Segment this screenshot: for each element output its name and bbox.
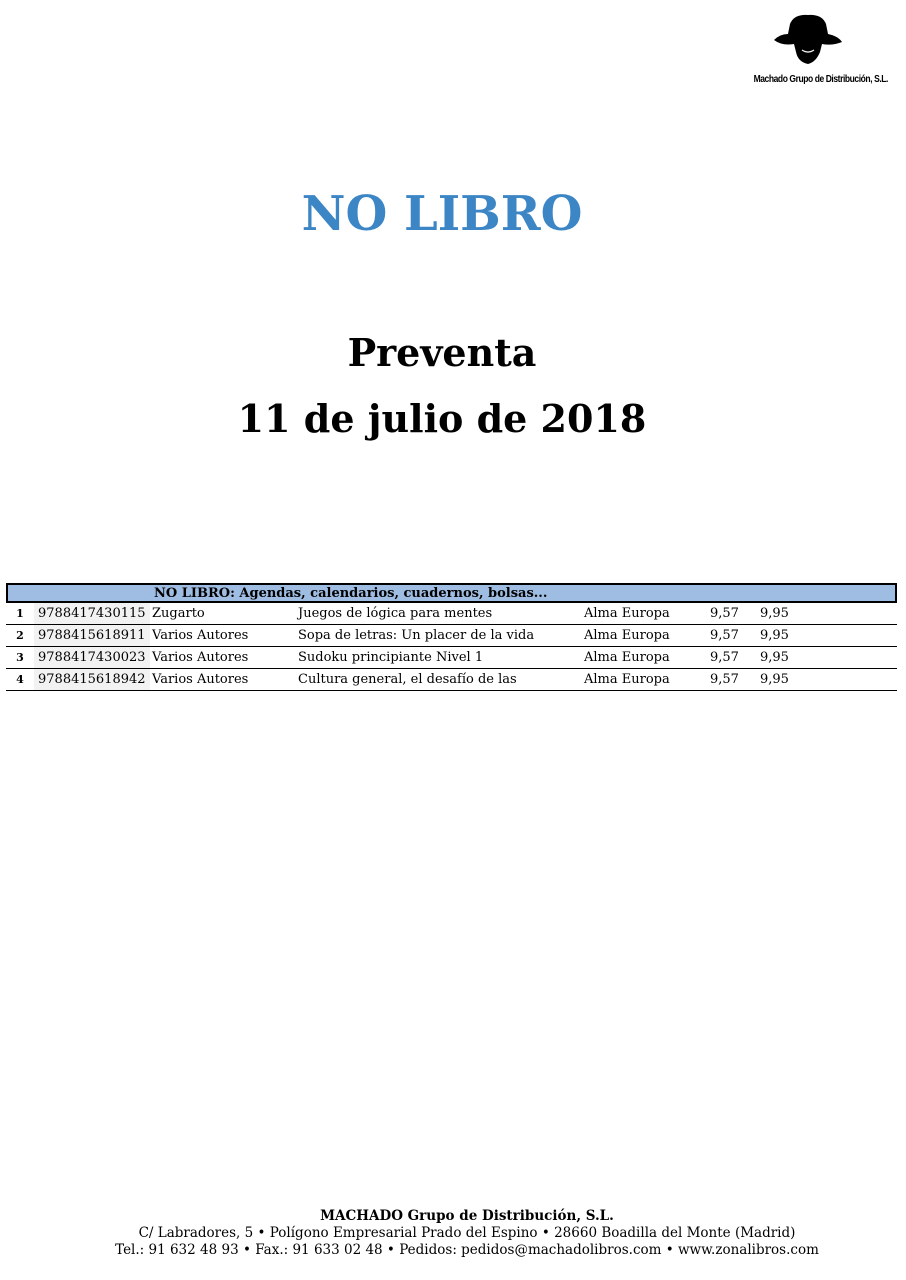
row-isbn: 9788415618911 [34, 625, 150, 646]
table-row [6, 625, 897, 647]
row-price-net: 9,57 [710, 650, 739, 665]
footer-company: MACHADO Grupo de Distribución, S.L. [320, 1208, 614, 1224]
row-isbn: 9788415618942 [34, 669, 150, 690]
row-number: 4 [16, 673, 24, 686]
row-isbn: 9788417430023 [34, 647, 150, 668]
row-number: 1 [16, 607, 24, 620]
row-title: Cultura general, el desafío de las [298, 672, 517, 687]
product-table [6, 583, 897, 691]
row-price-pvp: 9,95 [760, 672, 789, 687]
row-author: Varios Autores [152, 650, 249, 665]
table-row [6, 669, 897, 691]
row-publisher: Alma Europa [584, 650, 670, 665]
row-publisher: Alma Europa [584, 606, 670, 621]
company-logo [744, 12, 888, 92]
row-price-net: 9,57 [710, 672, 739, 687]
row-author: Varios Autores [152, 628, 249, 643]
table-row [6, 603, 897, 625]
row-price-pvp: 9,95 [760, 606, 789, 621]
row-title: Sudoku principiante Nivel 1 [298, 650, 484, 665]
row-price-pvp: 9,95 [760, 628, 789, 643]
table-header [6, 583, 897, 603]
table-row [6, 647, 897, 669]
document-subtitle: Preventa [347, 330, 537, 375]
row-number: 3 [16, 651, 24, 664]
document-date: 11 de julio de 2018 [237, 396, 647, 441]
row-isbn: 9788417430115 [34, 603, 150, 624]
row-price-net: 9,57 [710, 606, 739, 621]
footer-address: C/ Labradores, 5 • Polígono Empresarial Prado del Espino • 28660 Boadilla del Monte (Madrid) [138, 1225, 796, 1241]
hat-silhouette-icon [772, 12, 844, 70]
row-author: Zugarto [152, 606, 205, 621]
row-author: Varios Autores [152, 672, 249, 687]
row-publisher: Alma Europa [584, 628, 670, 643]
row-publisher: Alma Europa [584, 672, 670, 687]
row-price-net: 9,57 [710, 628, 739, 643]
row-number: 2 [16, 629, 24, 642]
row-title: Sopa de letras: Un placer de la vida [298, 628, 535, 643]
table-header-label: NO LIBRO: Agendas, calendarios, cuadernos, bolsas... [154, 586, 548, 601]
logo-text: Machado Grupo de Distribución, S.L. [753, 74, 888, 85]
page-footer [0, 1208, 906, 1259]
document-title: NO LIBRO [301, 186, 583, 242]
row-title: Juegos de lógica para mentes [298, 606, 493, 621]
footer-contact: Tel.: 91 632 48 93 • Fax.: 91 633 02 48 • Pedidos: pedidos@machadolibros.com • www.zonalibros.com [115, 1242, 819, 1258]
row-price-pvp: 9,95 [760, 650, 789, 665]
